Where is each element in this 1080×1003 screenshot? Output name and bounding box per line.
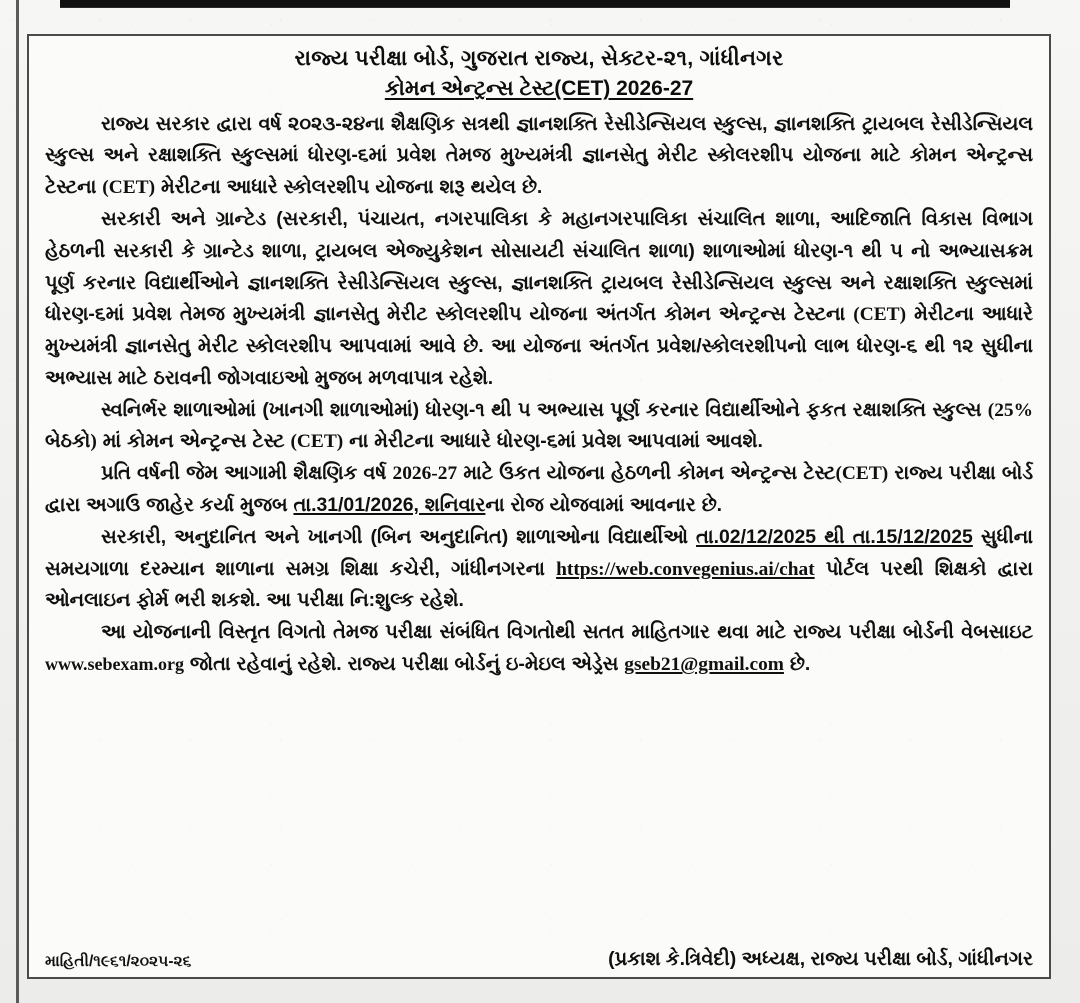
board-email-link[interactable]: gseb21@gmail.com	[624, 654, 784, 676]
p2-text-a: સરકારી અને ગ્રાન્ટેડ (સરકારી, પંચાયત, નગરપાલિકા કે મહાનગરપાલિકા સંચાલિત શાળા, આદિજાતિ વિકાસ વિભાગ હેઠળની સરકારી કે ગ્રાન્ટેડ શાળા, ટ્રાયબલ એજ્યુકેશન સોસાયટી સંચાલિત શાળા) શાળાઓમાં ધોરણ-૧ થી ૫ નો અભ્યાસક્રમ પૂર્ણ કરનાર વિદ્યાર્થીઓને જ્ઞાનશક્તિ રેસીડેન્સિયલ સ્કુલ્સ, જ્ઞાનશક્તિ ટ્રાયબલ રેસીડેન્સિયલ સ્કુલ્સ અને રક્ષાશક્તિ સ્કુલ્સમાં ધોરણ-૬માં પ્રવેશ તેમજ મુખ્યમંત્રી જ્ઞાનસેતુ મેરીટ સ્કોલરશીપ યોજના અંતર્ગત કોમન એન્ટ્રન્સ ટેસ્ટના	[45, 207, 1033, 326]
page-subtitle: કોમન એન્ટ્રન્સ ટેસ્ટ(CET) 2026-27	[384, 77, 694, 101]
footer-reference-number: માહિતી/૧૯૬૧/૨૦૨૫-૨૬	[45, 953, 192, 970]
signatory-line: (પ્રકાશ કે.ત્રિવેદી) અધ્યક્ષ, રાજ્ય પરીક્ષા બોર્ડ, ગાંધીનગર	[608, 948, 1033, 970]
paragraph-1	[45, 109, 1033, 204]
page-title: રાજ્ય પરીક્ષા બોર્ડ, ગુજરાત રાજ્ય, સેક્ટર-૨૧, ગાંધીનગર	[294, 46, 784, 70]
p6-text-c: છે.	[783, 653, 811, 676]
portal-url-link[interactable]: https://web.convegenius.ai/chat	[556, 558, 815, 580]
p1-text-a: રાજ્ય સરકાર દ્વારા વર્ષ ૨૦૨૩-૨૪ના શૈક્ષણિક સત્રથી જ્ઞાનશક્તિ રેસીડેન્સિયલ સ્કુલ્સ, જ્ઞાનશક્તિ ટ્રાયબલ રેસીડેન્સિયલ સ્કુલ્સ અને રક્ષાશક્તિ સ્કુલ્સમાં ધોરણ-૬માં પ્રવેશ તેમજ મુખ્યમંત્રી જ્ઞાનસેતુ મેરીટ સ્કોલરશીપ યોજના માટે કોમન એન્ટ્રન્સ ટેસ્ટના	[45, 112, 1033, 199]
p3-text-c: ના મેરીટના આધારે ધોરણ-૬માં પ્રવેશ આપવામાં આવશે.	[343, 430, 763, 453]
p3-text-a: સ્વનિર્ભર શાળાઓમાં (ખાનગી શાળાઓમાં) ધોરણ-૧ થી ૫ અભ્યાસ પૂર્ણ કરનાર વિદ્યાર્થીઓને ફકત રક્ષાશક્તિ સ્કુલ્સ	[101, 398, 988, 421]
body-copy	[45, 109, 1033, 681]
paragraph-3	[45, 395, 1033, 459]
paragraph-5	[45, 522, 1033, 617]
p4-academic-year: 2026-27	[392, 463, 458, 485]
p2-text-b: મેરીટના આધારે મુખ્યમંત્રી જ્ઞાનસેતુ મેરીટ સ્કોલરશીપ આપવામાં આવે છે. આ યોજના અંતર્ગત પ્રવેશ/સ્કોલરશીપનો લાભ ધોરણ-૬ થી ૧૨ સુધીના અભ્યાસ માટે ઠરાવની જોગવાઇઓ મુજબ મળવાપાત્ર રહેશે.	[45, 303, 1033, 389]
p5-text-a: સરકારી, અનુદાનિત અને ખાનગી (બિન અનુદાનિત) શાળાઓના વિદ્યાર્થીઓ	[101, 525, 697, 548]
p4-text-b: માટે ઉકત યોજના હેઠળની કોમન એન્ટ્રન્સ ટેસ્ટ	[457, 462, 836, 485]
paragraph-6	[45, 617, 1033, 681]
p4-text-c: રાજ્ય પરીક્ષા બોર્ડ દ્વારા અગાઉ જાહેર કર્યા મુજબ	[45, 462, 1033, 517]
footer-row	[45, 948, 1033, 971]
p1-cet-abbr: (CET)	[102, 177, 156, 199]
paragraph-2	[45, 204, 1033, 395]
paragraph-4	[45, 458, 1033, 522]
notice-box	[27, 34, 1051, 979]
top-black-bar	[60, 0, 1010, 7]
page-spine-line	[16, 0, 19, 1003]
p2-cet-abbr: (CET)	[853, 304, 907, 326]
p4-cet-abbr: (CET)	[835, 463, 889, 485]
p4-text-d: ના રોજ યોજવામાં આવનાર છે.	[485, 494, 723, 517]
p3-text-b: માં કોમન એન્ટ્રન્સ ટેસ્ટ	[96, 430, 291, 453]
p5-text-b: સુધીના સમયગાળા દરમ્યાન શાળાના સમગ્ર શિક્ષા કચેરી, ગાંધીનગરના	[45, 525, 1034, 580]
exam-date-highlight: તા.31/01/2026, શનિવાર	[293, 494, 486, 517]
application-window-dates: તા.02/12/2025 થી તા.15/12/2025	[696, 525, 973, 548]
p4-text-a: પ્રતિ વર્ષની જેમ આગામી શૈક્ષણિક વર્ષ	[101, 462, 393, 485]
p1-text-b: મેરીટના આધારે સ્કોલરશીપ યોજના શરૂ થયેલ છે.	[155, 176, 543, 199]
board-website-link[interactable]: www.sebexam.org	[45, 654, 184, 675]
p5-text-c: પોર્ટલ પરથી શિક્ષકો દ્વારા ઓનલાઇન ફોર્મ ભરી શકશે. આ પરીક્ષા નિ:શુલ્ક રહેશે.	[45, 557, 1033, 612]
p3-cet-abbr: (CET)	[290, 431, 344, 453]
p3-seats-value: (25% બેઠકો)	[45, 399, 1033, 453]
p6-text-b: જોતા રહેવાનું રહેશે. રાજ્ય પરીક્ષા બોર્ડનું ઇ-મેઇલ એડ્રેસ	[183, 653, 625, 676]
p6-text-a: આ યોજનાની વિસ્તૃત વિગતો તેમજ પરીક્ષા સંબંધિત વિગતોથી સતત માહિતગાર થવા માટે રાજ્ય પરીક્ષા બોર્ડની વેબસાઇટ	[101, 621, 1033, 644]
heading-block	[45, 44, 1033, 105]
